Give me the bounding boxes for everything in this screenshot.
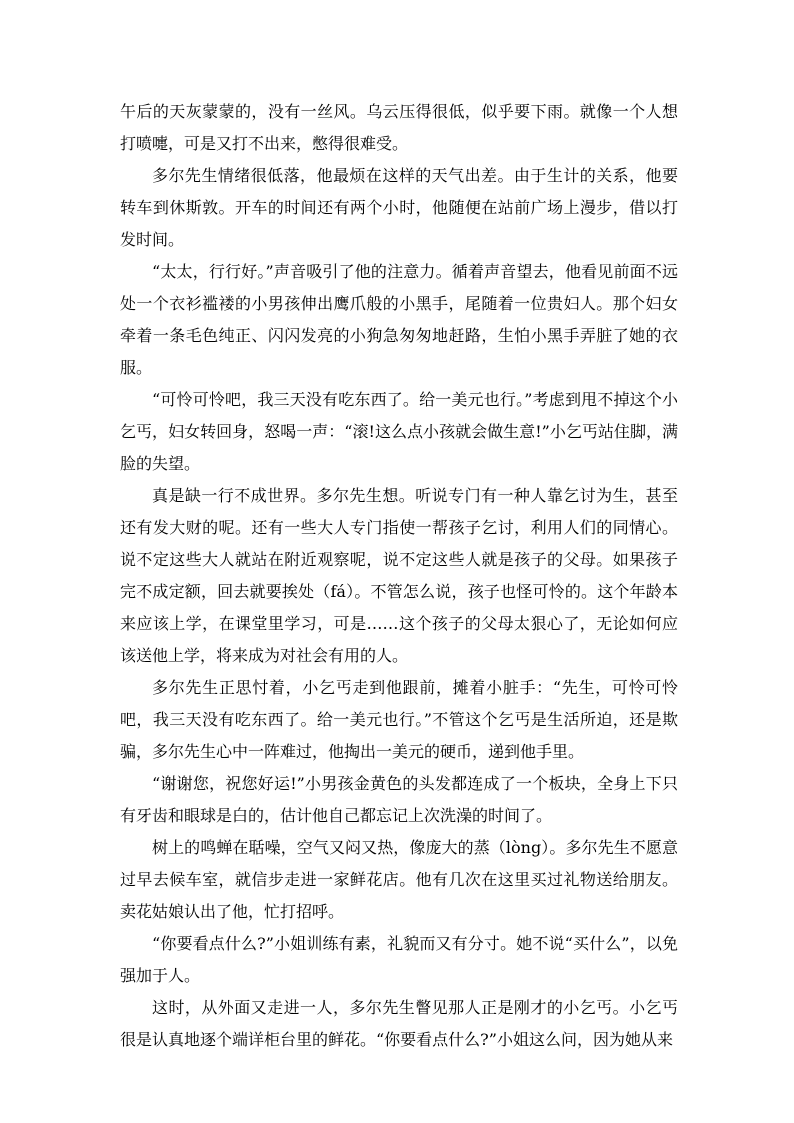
paragraph-6: 多尔先生正思忖着，小乞丐走到他跟前，摊着小脏手：“先生，可怜可怜吧，我三天没有吃东西了。给一美元也行。”不管这个乞丐是生活所迫，还是欺骗，多尔先生心中一阵难过，他掏出一美元的硬币，递到他手里。 [120, 678, 678, 761]
paragraph-9: “你要看点什么?”小姐训练有素，礼貌而又有分寸。她不说“买什么”，以免强加于人。 [120, 934, 678, 985]
paragraph-2: 多尔先生情绪很低落，他最烦在这样的天气出差。由于生计的关系，他要转车到休斯敦。开车的时间还有两个小时，他随便在站前广场上漫步，借以打发时间。 [120, 166, 678, 249]
paragraph-3: “太太，行行好。”声音吸引了他的注意力。循着声音望去，他看见前面不远处一个衣衫褴褛的小男孩伸出鹰爪般的小黑手，尾随着一位贵妇人。那个妇女牵着一条毛色纯正、闪闪发亮的小狗急匆匆地赶路，生怕小黑手弄脏了她的衣服。 [120, 262, 678, 377]
paragraph-4: “可怜可怜吧，我三天没有吃东西了。给一美元也行。”考虑到甩不掉这个小乞丐，妇女转回身，怒喝一声：“滚!这么点小孩就会做生意!”小乞丐站住脚，满脸的失望。 [120, 390, 678, 473]
paragraph-5: 真是缺一行不成世界。多尔先生想。听说专门有一种人靠乞讨为生，甚至还有发大财的呢。还有一些大人专门指使一帮孩子乞讨，利用人们的同情心。说不定这些大人就站在附近观察呢，说不定这些人就是孩子的父母。如果孩子完不成定额，回去就要挨处（fá）。不管怎么说，孩子也怪可怜的。这个年龄本来应该上学，在课堂里学习，可是……这个孩子的父母太狠心了，无论如何应该送他上学，将来成为对社会有用的人。 [120, 486, 678, 665]
paragraph-1: 午后的天灰蒙蒙的，没有一丝风。乌云压得很低，似乎要下雨。就像一个人想打喷嚏，可是又打不出来，憋得很难受。 [120, 102, 678, 153]
paragraph-7: “谢谢您，祝您好运!”小男孩金黄色的头发都连成了一个板块，全身上下只有牙齿和眼球是白的，估计他自己都忘记上次洗澡的时间了。 [120, 774, 678, 825]
paragraph-10: 这时，从外面又走进一人，多尔先生瞥见那人正是刚才的小乞丐。小乞丐很是认真地逐个端详柜台里的鲜花。“你要看点什么?”小姐这么问，因为她从来 [120, 998, 678, 1049]
paragraph-8: 树上的鸣蝉在聒噪，空气又闷又热，像庞大的蒸（lòng）。多尔先生不愿意过早去候车室，就信步走进一家鲜花店。他有几次在这里买过礼物送给朋友。卖花姑娘认出了他，忙打招呼。 [120, 838, 678, 921]
story-text [120, 96, 678, 1056]
